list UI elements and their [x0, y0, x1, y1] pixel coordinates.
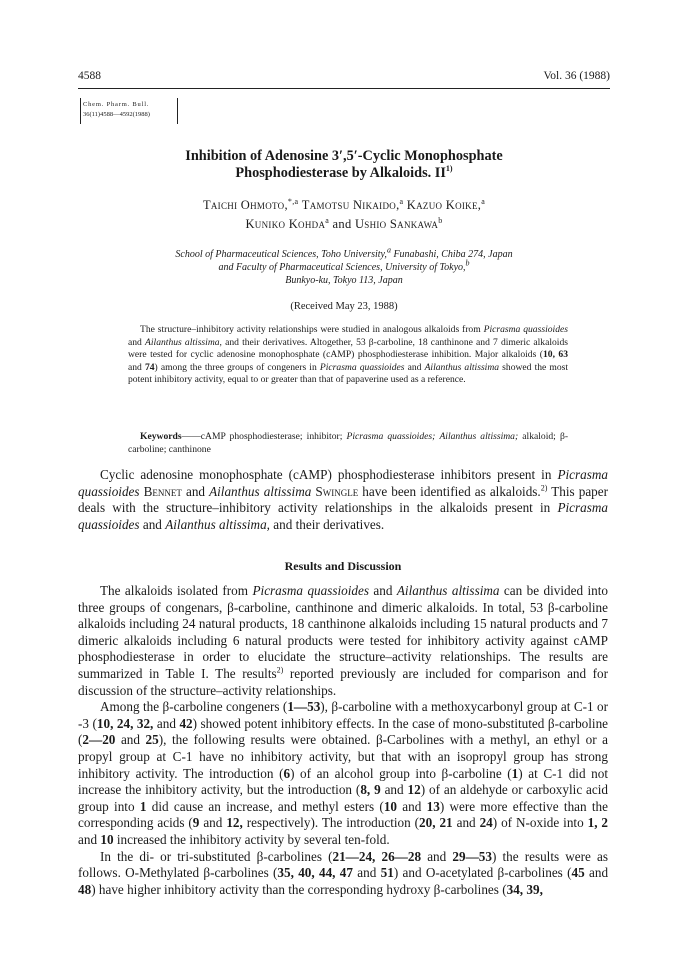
paragraph: The alkaloids isolated from Picrasma quassioides and Ailanthus altissima can be divided into three groups of congenars, β-carboline, canthinone and dimeric alkaloids. In total, 53 β-carboline alkaloids including 24 natural products, 18 canthinone alkaloids including 15 natural products and 7 dimeric alkaloids including 6 natural products were tested for inhibitory activity against cAMP phosphodiesterase in order to elucidate the structure–activity relationships. The results are summarized in Table I. The results$^{2)}$ reported previously are included for comparison and for discussion of the structure–activity relationships.: [78, 583, 609, 698]
keywords-label: Keywords: [140, 431, 182, 442]
citation-journal: Chem. Pharm. Bull.: [83, 101, 150, 108]
results-section: [78, 583, 608, 898]
paragraph: Among the β-carboline congeners (1—53), β-carboline with a methoxycarbonyl group at C-1 or -3 (10, 24, 32, and 42) showed potent inhibitory effects. In the case of mono-substituted β-carboline (2—20 and 25), the following results were obtained. β-Carbolines with a methyl, an ethyl or a propyl group at C-1 have no inhibitory activity, but that with an isopropyl group has strong inhibitory activity. The introduction (6) of an alcohol group into β-carboline (1) at C-1 did not increase the inhibitory activity, but the introduction (8, 9 and 12) of an aldehyde or carboxylic acid group into 1 did cause an increase, and methyl esters (10 and 13) were more effective than the corresponding acids (9 and 12, respectively). The introduction (20, 21 and 24) of N-oxide into 1, 2 and 10 increased the inhibitory activity by several ten-fold.: [78, 699, 609, 847]
section-heading: Results and Discussion: [284, 559, 402, 573]
author: Tamotsu Nikaido,: [301, 198, 400, 212]
introduction: [78, 467, 608, 533]
running-header: [78, 70, 610, 86]
author: Kuniko Kohda: [245, 217, 326, 231]
volume-label: Vol. 36 (1988): [543, 70, 610, 82]
header-rule: [78, 88, 610, 89]
citation-ref: 36(11)4588—4592(1988): [83, 111, 150, 118]
keywords: Keywords——cAMP phosphodiesterase; inhibitor; Picrasma quassioides; Ailanthus altissima; alkaloid; β-carboline; canthinone: [128, 431, 569, 455]
paragraph: In the di- or tri-substituted β-carbolines (21—24, 26—28 and 29—53) the results were as follows. O-Methylated β-carbolines (35, 40, 44, 47 and 51) and O-acetylated β-carbolines (45 and 48) have higher inhibitory activity than the corresponding hydroxy β-carbolines (34, 39,: [78, 848, 609, 897]
author-list: Taichi Ohmoto,$^{*,a}$ Tamotsu Nikaido,$^a$ Kazuo Koike,$^a$ Kuniko Kohda$^a$ and Ushio Sankawa$^b$: [202, 196, 486, 231]
paper-title: [90, 148, 598, 182]
page-number: 4588: [78, 70, 101, 82]
author: Ushio Sankawa: [354, 217, 439, 231]
author: Kazuo Koike,: [406, 198, 482, 212]
title-line-2: Phosphodiesterase by Alkaloids. II$^{1)}$: [235, 164, 453, 181]
affiliations: School of Pharmaceutical Sciences, Toho University,$^a$ Funabashi, Chiba 274, Japan and Faculty of Pharmaceutical Sciences, University of Tokyo,$^b$ Bunkyo-ku, Tokyo 113, Japan: [175, 245, 513, 286]
author: Taichi Ohmoto,: [202, 198, 288, 212]
received-date: (Received May 23, 1988): [290, 301, 398, 312]
abstract: The structure–inhibitory activity relationships were studied in analogous alkaloids from Picrasma quassioides and Ailanthus altissima, and their derivatives. Altogether, 53 β-carboline, 18 canthinone and 7 dimeric alkaloids were tested for cyclic adenosine monophosphate (cAMP) phosphodiesterase inhibition. Major alkaloids (10, 63 and 74) among the three groups of congeners in Picrasma quassioides and Ailanthus altissima showed the most potent inhibitory activity, equal to or greater than that of papaverine used as a reference.: [128, 324, 569, 386]
title-line-1: Inhibition of Adenosine 3′,5′-Cyclic Monophosphate: [185, 148, 503, 164]
paragraph: Cyclic adenosine monophosphate (cAMP) phosphodiesterase inhibitors present in Picrasma quassioides Bennet and Ailanthus altissima Swingle have been identified as alkaloids.$^{2)}$ This paper deals with the structure–inhibitory activity relationships in the alkaloids present in Picrasma quassioides and Ailanthus altissima, and their derivatives.: [78, 467, 609, 532]
citation-box: [80, 98, 178, 124]
